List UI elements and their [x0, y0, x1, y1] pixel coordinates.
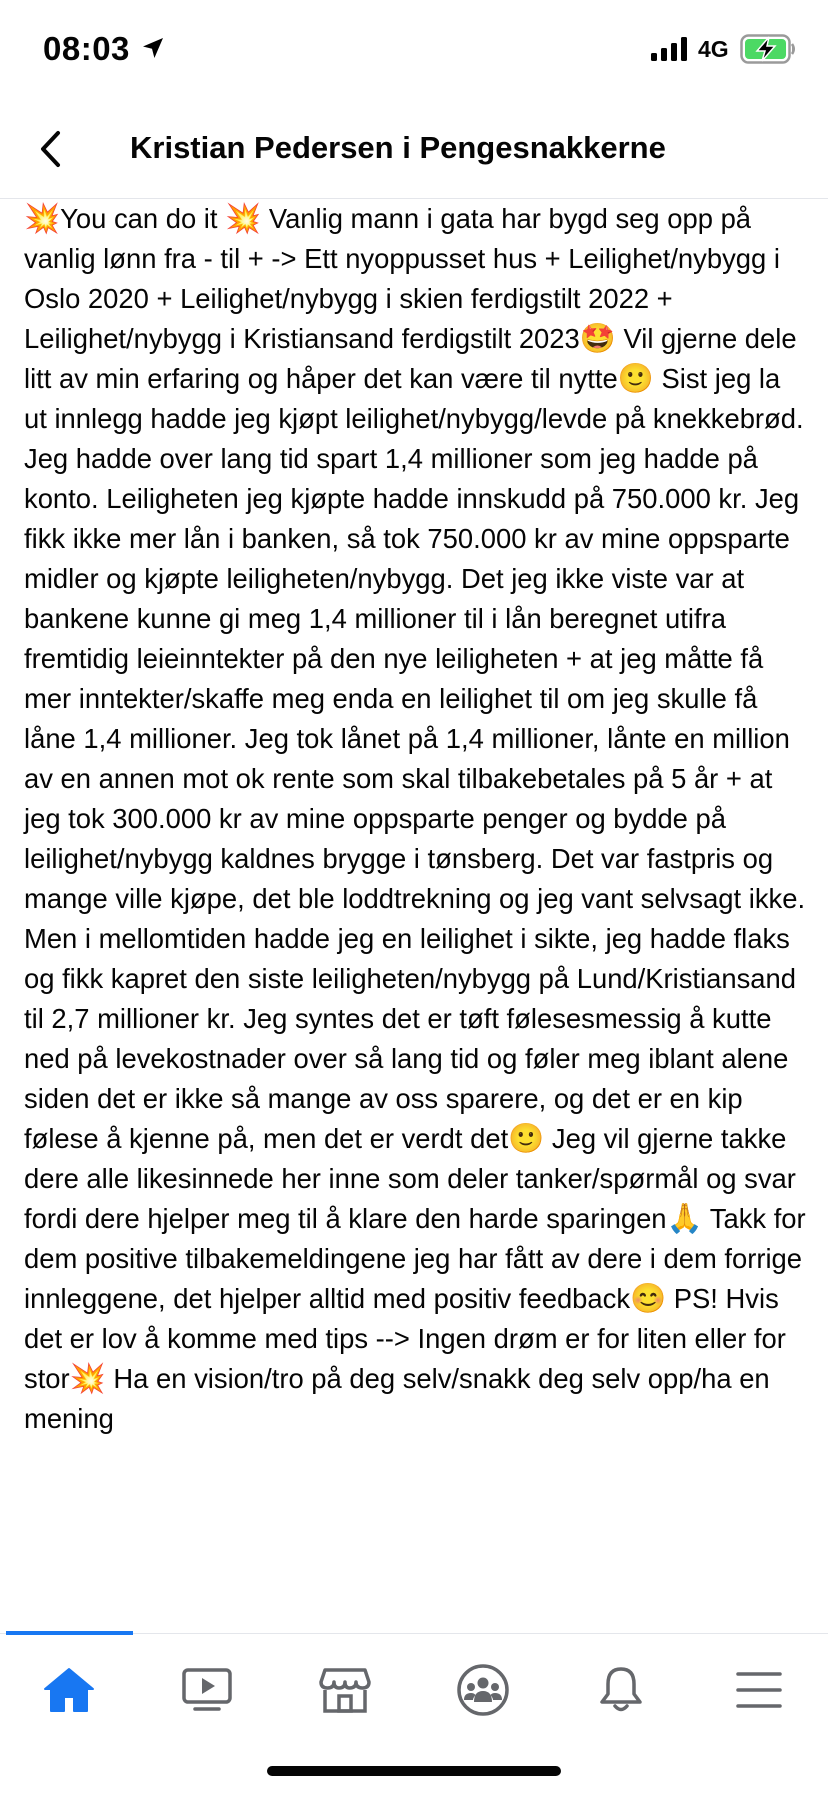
emoji: 🙏 [666, 1203, 703, 1235]
emoji: 💥 [69, 1363, 106, 1395]
emoji: 🤩 [579, 323, 616, 355]
post-text-segment: Ha en vision/tro på deg selv/snakk deg selv opp/ha en mening [24, 1363, 770, 1434]
active-tab-indicator [6, 1631, 133, 1635]
tab-notifications[interactable] [586, 1660, 656, 1720]
post-text-segment: Vil gjerne dele litt av min erfaring og håper det kan være til nytte [24, 323, 797, 394]
post-text [0, 199, 828, 1439]
post-text-segment: Jeg vil gjerne takke dere alle likesinnede her inne som deler tanker/spørmål og svar fordi dere hjelper meg til å klare den harde sparingen [24, 1123, 796, 1234]
tab-marketplace[interactable] [310, 1660, 380, 1720]
home-indicator [267, 1766, 561, 1776]
notifications-bell-icon [598, 1665, 644, 1715]
post-text-segment: PS! Hvis det er lov å komme med tips --> Ingen drøm er for liten eller for stor [24, 1283, 786, 1394]
network-label: 4G [698, 36, 729, 62]
emoji: 🙂 [617, 363, 654, 395]
post-content-area[interactable] [0, 199, 828, 1633]
video-icon [181, 1667, 233, 1713]
post-text-segment: Vanlig mann i gata har bygd seg opp på vanlig lønn fra - til + -> Ett nyoppusset hus + Leilighet/nybygg i Oslo 2020 + Leilighet/nybygg i skien ferdigstilt 2022 + Leilighet/nybygg i Kristiansand ferdigstilt 2023 [24, 203, 780, 354]
tab-video[interactable] [172, 1660, 242, 1720]
tab-groups[interactable] [448, 1660, 518, 1720]
post-text-segment: You can do it [60, 203, 226, 234]
menu-icon [735, 1670, 783, 1710]
chevron-left-icon [38, 130, 62, 168]
tab-home[interactable] [34, 1660, 104, 1720]
status-time: 08:03 [43, 30, 130, 67]
emoji: 💥 [24, 203, 61, 235]
groups-icon [456, 1663, 510, 1717]
tab-menu[interactable] [724, 1660, 794, 1720]
page-title: Kristian Pedersen i Pengesnakkerne [130, 130, 666, 165]
status-bar [0, 0, 828, 100]
emoji: 😊 [630, 1283, 667, 1315]
post-text-segment: Takk for dem positive tilbakemeldingene jeg har fått av dere i dem forrige innleggene, det hjelper alltid med positiv feedback [24, 1203, 806, 1314]
navigation-header [0, 100, 828, 198]
battery-charging-icon [740, 34, 796, 64]
signal-bars-icon [651, 37, 689, 61]
post-text-segment: Sist jeg la ut innlegg hadde jeg kjøpt leilighet/nybygg/levde på knekkebrød. Jeg hadde over lang tid spart 1,4 millioner som jeg hadde på konto. Leiligheten jeg kjøpte hadde innskudd på 750.000 kr. Jeg fikk ikke mer lån i banken, så tok 750.000 kr av mine oppsparte midler og kjøpte leiligheten/nybygg. Det jeg ikke viste var at bankene kunne gi meg 1,4 millioner til i lån beregnet utifra fremtidig leieinntekter på den nye leiligheten + at jeg måtte få mer inntekter/skaffe meg enda en leilighet til om jeg skulle få låne 1,4 millioner. Jeg tok lånet på 1,4 millioner, lånte en million av en annen mot ok rente som skal tilbakebetales på 5 år + at jeg tok 300.000 kr av mine oppsparte penger og bydde på leilighet/nybygg kaldnes brygge i tønsberg. Det var fastpris og mange ville kjøpe, det ble loddtrekning og jeg vant selvsagt ikke. Men i mellomtiden hadde jeg en leilighet i sikte, jeg hadde flaks og fikk kapret den siste leiligheten/nybygg på Lund/Kristiansand til 2,7 millioner kr. Jeg syntes det er tøft følesesmessig å kutte ned på levekostnader over så lang tid og føler meg iblant alene siden det er ikke så mange av oss sparere, og det er en kip følese å kjenne på, men det er verdt det [24, 363, 806, 1154]
back-button[interactable] [30, 126, 70, 172]
location-arrow-icon [141, 36, 165, 60]
marketplace-icon [319, 1666, 371, 1714]
emoji: 🙂 [508, 1123, 545, 1155]
home-icon [43, 1666, 95, 1714]
emoji: 💥 [225, 203, 262, 235]
